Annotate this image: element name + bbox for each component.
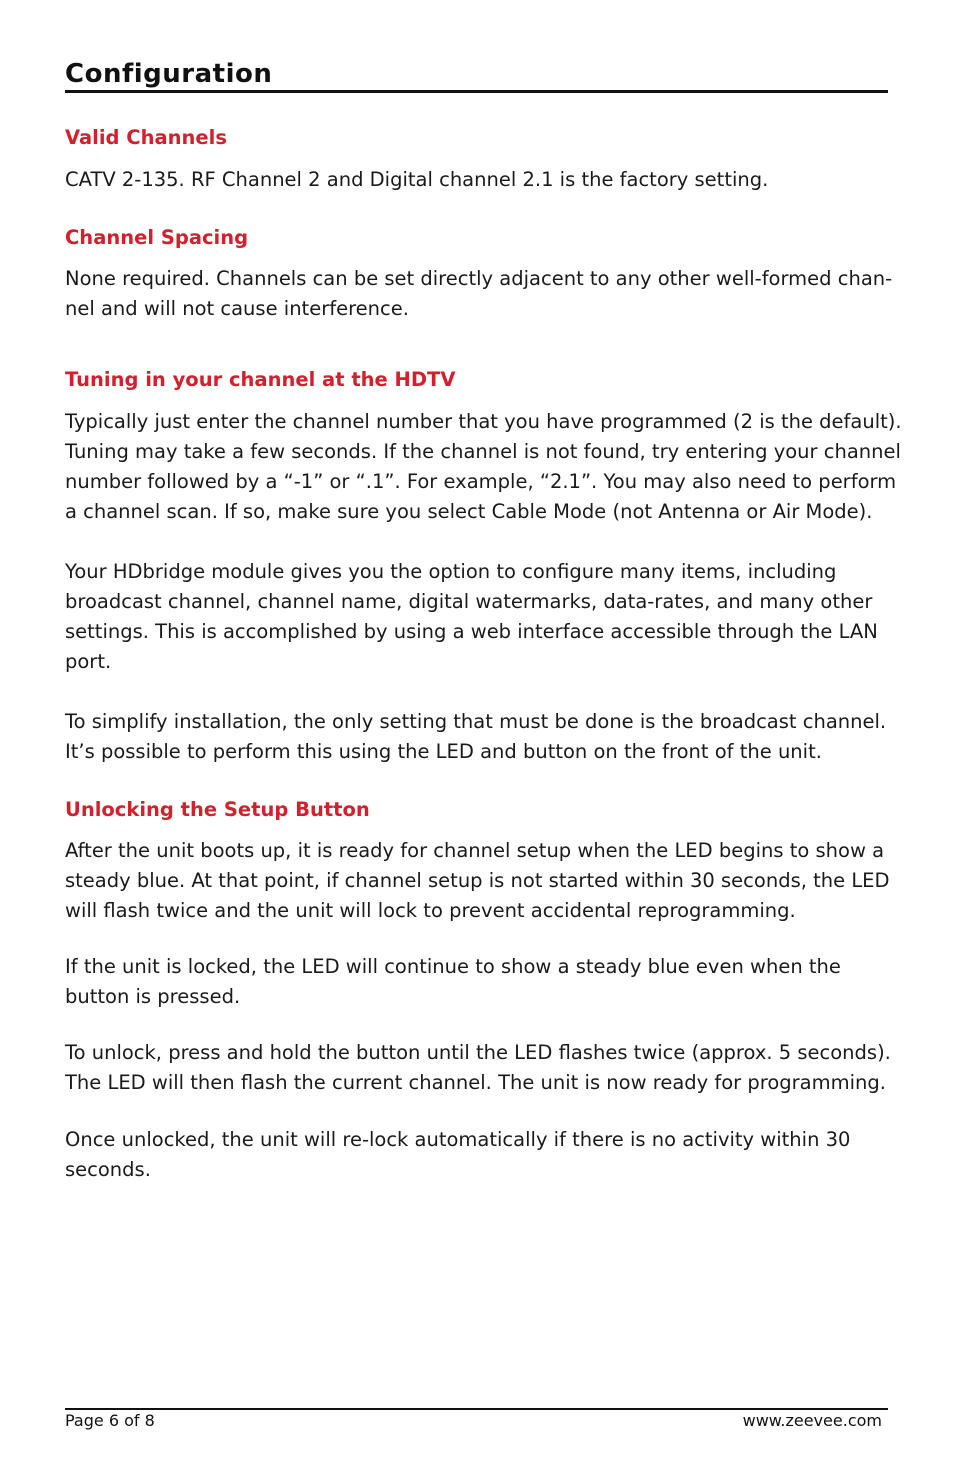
paragraph-to-unlock: [65, 1038, 895, 1098]
footer-divider: [65, 1408, 888, 1410]
text-line: Tuning may take a few seconds. If the channel is not found, try entering your channel: [65, 440, 901, 463]
paragraph-channel-spacing: [65, 264, 895, 324]
text-line: Your HDbridge module gives you the option to configure many items, including: [65, 560, 837, 583]
text-line: To simplify installation, the only setting that must be done is the broadcast channel.: [65, 710, 887, 733]
section-heading-valid-channels: Valid Channels: [65, 126, 227, 149]
text-line: The LED will then flash the current channel. The unit is now ready for programming.: [65, 1071, 886, 1094]
paragraph-tuning-instructions: [65, 407, 902, 527]
text-line: Once unlocked, the unit will re-lock automatically if there is no activity within 30: [65, 1128, 851, 1151]
section-heading-tuning: Tuning in your channel at the HDTV: [65, 368, 456, 391]
text-line: broadcast channel, channel name, digital watermarks, data-rates, and many other: [65, 590, 873, 613]
section-heading-unlocking: Unlocking the Setup Button: [65, 798, 370, 821]
paragraph-hdbridge-options: [65, 557, 895, 677]
text-line: steady blue. At that point, if channel setup is not started within 30 seconds, the LED: [65, 869, 890, 892]
paragraph-valid-channels: [65, 165, 895, 195]
paragraph-simplify-installation: [65, 707, 895, 767]
paragraph-unit-locked: [65, 952, 895, 1012]
text-line: It’s possible to perform this using the LED and button on the front of the unit.: [65, 740, 822, 763]
text-line: Typically just enter the channel number that you have programmed (2 is the default).: [65, 410, 902, 433]
text-line: port.: [65, 650, 112, 673]
paragraph-after-boot: [65, 836, 895, 926]
section-heading-channel-spacing: Channel Spacing: [65, 226, 249, 249]
text-line: After the unit boots up, it is ready for channel setup when the LED begins to show a: [65, 839, 885, 862]
text-line: If the unit is locked, the LED will continue to show a steady blue even when the: [65, 955, 841, 978]
text-line: settings. This is accomplished by using a web interface accessible through the LAN: [65, 620, 878, 643]
page-title: Configuration: [65, 58, 888, 93]
text-line: CATV 2-135. RF Channel 2 and Digital channel 2.1 is the factory setting.: [65, 168, 769, 191]
text-line: will flash twice and the unit will lock to prevent accidental reprogramming.: [65, 899, 796, 922]
text-line: nel and will not cause interference.: [65, 297, 409, 320]
footer-website: www.zeevee.com: [742, 1411, 882, 1430]
page-number: Page 6 of 8: [65, 1411, 155, 1430]
paragraph-relock: [65, 1125, 895, 1185]
text-line: None required. Channels can be set directly adjacent to any other well-formed chan-: [65, 267, 893, 290]
text-line: To unlock, press and hold the button until the LED flashes twice (approx. 5 seconds).: [65, 1041, 891, 1064]
text-line: a channel scan. If so, make sure you select Cable Mode (not Antenna or Air Mode).: [65, 500, 873, 523]
text-line: seconds.: [65, 1158, 151, 1181]
text-line: number followed by a “-1” or “.1”. For example, “2.1”. You may also need to perform: [65, 470, 897, 493]
text-line: button is pressed.: [65, 985, 241, 1008]
